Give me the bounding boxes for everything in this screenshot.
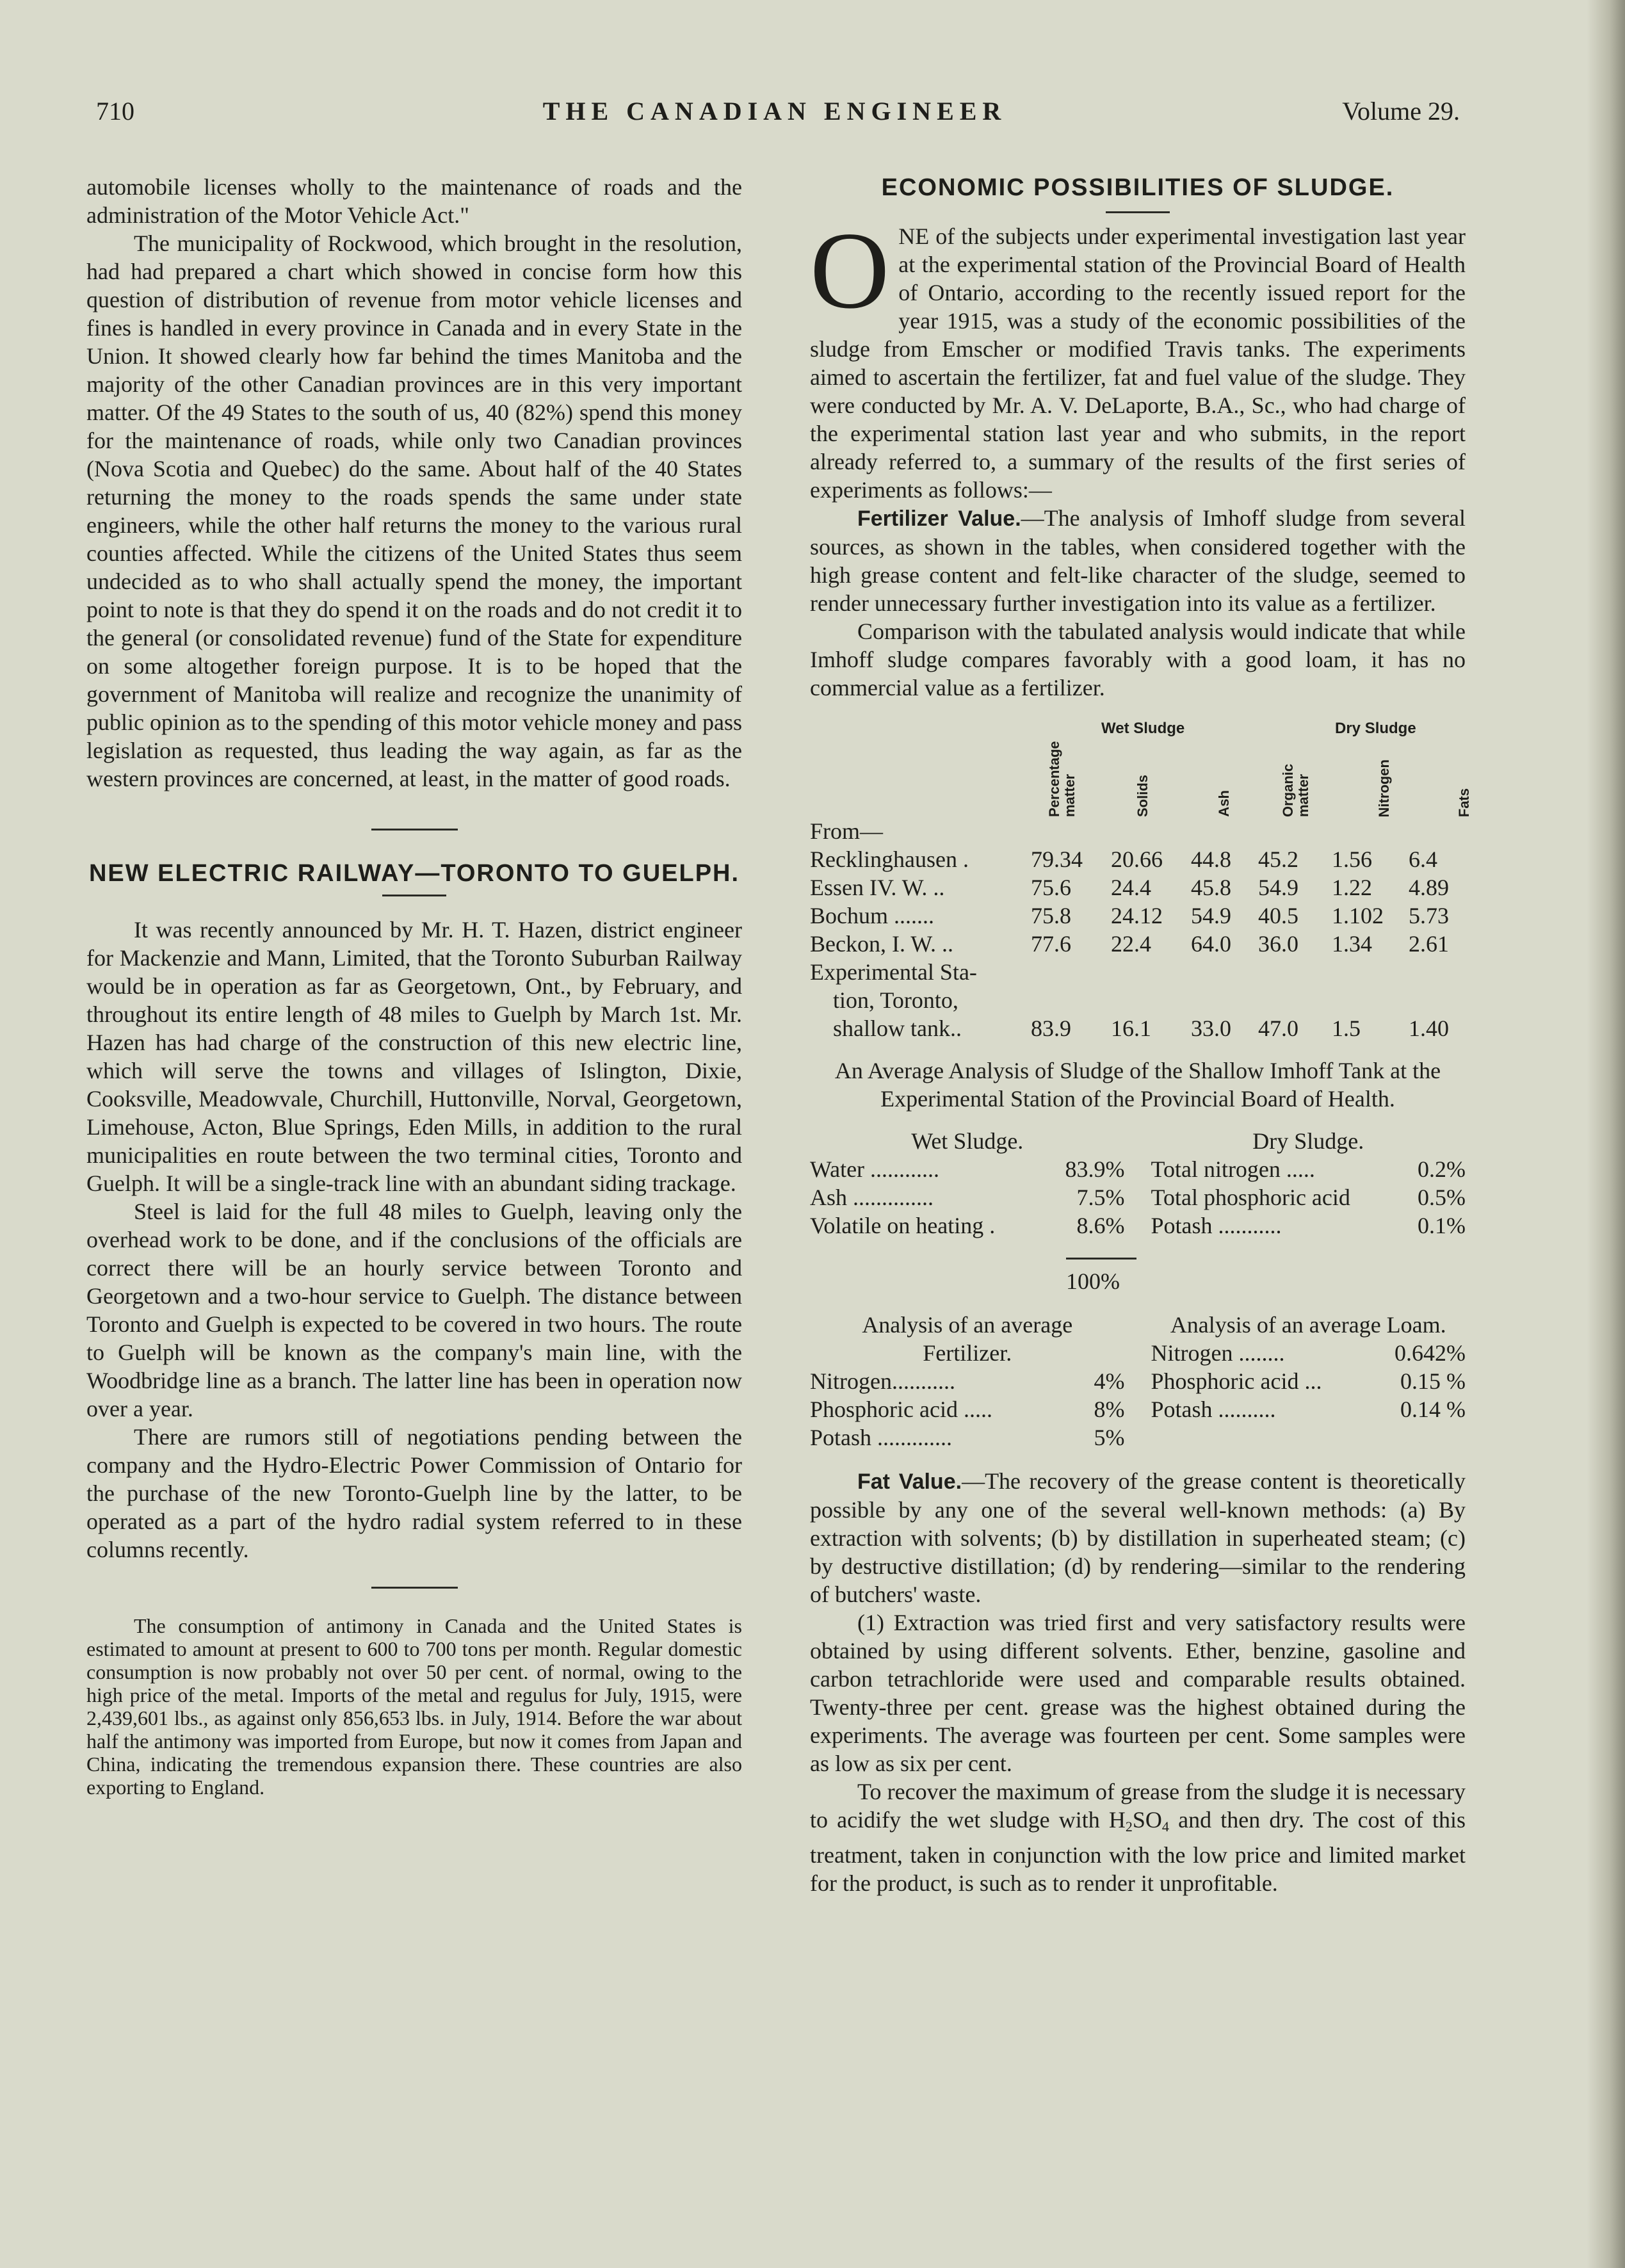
article-title: NEW ELECTRIC RAILWAY—TORONTO TO GUELPH. [88,860,740,887]
article-title: ECONOMIC POSSIBILITIES OF SLUDGE. [881,174,1395,201]
sludge-table [810,817,1466,1042]
item-label: Water ............ [810,1156,940,1182]
paragraph: It was recently announced by Mr. H. T. Hazen, district engineer for Mackenzie and Mann, Limited, that the Toronto Suburban Railway would be in operation as far as Georgetown, Ont., by February, and throughout its entire length of 48 miles to Guelph by March 1st. Mr. Hazen has had charge of the construction of this new electric line, which will serve the towns and villages of Islington, Dixie, Cooksville, Meadowvale, Churchill, Huttonville, Norval, Georgetown, Limehouse, Acton, Blue Springs, Eden Mills, in addition to the rural municipalities en route between the two terminal cities, Toronto and Guelph. It will be a single-track line with an abundant siding trackage. [86,917,742,1196]
item-value: 5% [1094,1425,1125,1450]
subhead-fat-value: Fat Value. [857,1470,962,1494]
paragraph [810,504,1466,617]
subscript: 2 [1125,1818,1133,1835]
col-head-ash: Ash [1216,790,1232,817]
paragraph-text: SO [1132,1807,1162,1833]
cell: 75.8 [1031,903,1071,928]
paragraph: automobile licenses wholly to the maintenance of roads and the administration of the Motor Vehicle Act." [86,174,742,228]
page-edge-shadow [1587,0,1625,2268]
drop-cap: O [810,210,890,332]
wet-dry-analysis [810,1127,1466,1240]
item-value: 8% [1094,1397,1125,1422]
paragraph-text: To recover the maximum of grease from the sludge it is necessary to acidify the wet sludge with H [810,1779,1466,1833]
table-row [810,986,1466,1014]
item-value: 0.2% [1418,1156,1466,1182]
list-item [810,1367,1125,1395]
list-item [810,1423,1125,1452]
cell: 40.5 [1258,903,1298,928]
item-label: Total phosphoric acid [1151,1185,1350,1210]
dry-sludge-heading: Dry Sludge. [1252,1128,1364,1154]
journal-title: THE CANADIAN ENGINEER [542,97,1007,126]
item-label: Nitrogen........... [810,1368,955,1394]
cell: 33.0 [1191,1016,1231,1041]
row-label: Experimental Sta- [810,959,977,985]
list-item [1151,1183,1466,1211]
col-head-fats: Fats [1456,788,1472,817]
table-row [810,817,1466,845]
item-label: Potash ............. [810,1425,953,1450]
item-label: Potash ........... [1151,1213,1282,1238]
subscript: 4 [1161,1818,1169,1835]
paragraph-text: and then dry. The cost of this treatment, taken in conjunction with the low price and limited market for the product, is such as to render it unprofitable. [810,1807,1466,1896]
paragraph-text: —The recovery of the grease content is theoretically possible by any one of the several well-known methods: (a) By extraction with solvents; (b) by distillation in superheated steam; (c) by destructive distillation; (d) by rendering—similar to the rendering of butchers' waste. [810,1468,1466,1607]
paragraph [810,1778,1466,1897]
item-label: Volatile on heating . [810,1213,996,1238]
item-label: Phosphoric acid ..... [810,1397,992,1422]
item-label: Potash .......... [1151,1397,1276,1422]
item-value: 0.642% [1395,1340,1466,1366]
fertilizer-block [810,1311,1125,1452]
page-header [90,96,1460,134]
table-row [810,902,1466,930]
dry-sludge-block [1151,1127,1466,1240]
cell: 24.12 [1111,903,1163,928]
item-value: 0.15 % [1400,1368,1466,1394]
paragraph: The municipality of Rockwood, which brought in the resolution, had had prepared a chart which showed in concise form how this question of distribution of revenue from motor vehicle licenses and fines is handled in every province in Canada and in every State in the Union. It showed clearly how far behind the times Manitoba and the majority of the other Canadian provinces are in this very important matter. Of the 49 States to the south of us, 40 (82%) spend this money for the maintenance of roads, while only two Canadian provinces (Nova Scotia and Quebec) do the same. About half of the 40 States returning the money to the roads spends the same under state engineers, while the other half returns the money to the various rural counties affected. While the citizens of the United States thus seem undecided as to who shall actually spend the money, the important point to note is that they do spend it on the roads and do not credit it to the general (or consolidated revenue) fund of the State for expenditure on some altogether foreign purpose. It is to be hoped that the government of Manitoba will realize and recognize the unanimity of public opinion as to the spending of this motor vehicle money and pass legislation as requested, thus leading the way again, as far as the western provinces are concerned, at least, in the matter of good roads. [86,231,742,791]
cell: 83.9 [1031,1016,1071,1041]
group-head-wet: Wet Sludge [1101,720,1185,737]
sum-rule [1066,1258,1136,1260]
volume-label: Volume 29. [1342,97,1460,126]
intro-paragraph [810,210,1466,504]
cell: 77.6 [1031,931,1071,957]
cell: 20.66 [1111,846,1163,872]
row-label: Recklinghausen . [810,846,969,872]
wet-sludge-block [810,1127,1125,1240]
cell: 44.8 [1191,846,1231,872]
cell: 47.0 [1258,1016,1298,1041]
item-value: 0.5% [1418,1185,1466,1210]
loam-heading: Analysis of an average Loam. [1170,1312,1446,1338]
average-analysis-title: An Average Analysis of Sludge of the Shallow Imhoff Tank at the Experimental Station of the Provincial Board of Health. [834,1058,1441,1112]
cell: 45.2 [1258,846,1298,872]
table-row [810,1014,1466,1042]
item-value: 0.1% [1418,1213,1466,1238]
list-item [810,1395,1125,1423]
cell: 1.5 [1332,1016,1361,1041]
item-value: 4% [1094,1368,1125,1394]
row-label: Beckon, I. W. .. [810,931,953,957]
paragraph: Steel is laid for the full 48 miles to Guelph, leaving only the overhead work to be done, and if the conclusions of the officials are correct there will be an hourly service between Toronto and Georgetown and a two-hour service to Guelph. The distance between Toronto and Guelph is expected to be covered in two hours. The route to Guelph will be known as the company's main line, with the Woodbridge line as a branch. The latter line has been in operation now over a year. [86,1199,742,1422]
list-item [1151,1367,1466,1395]
cell: 64.0 [1191,931,1231,957]
cell: 1.22 [1332,875,1372,900]
col-head-organic-matter: Organic matter [1280,763,1311,817]
list-item [810,1155,1125,1183]
item-label: Ash .............. [810,1185,934,1210]
right-column [810,173,1472,1897]
cell: 2.61 [1409,931,1449,957]
from-label: From— [810,818,884,844]
list-item [810,1183,1125,1211]
table-row [810,845,1466,873]
item-value: 0.14 % [1400,1397,1466,1422]
table-row [810,930,1466,958]
col-head-nitrogen: Nitrogen [1376,759,1392,817]
cell: 1.34 [1332,931,1372,957]
note-text: The consumption of antimony in Canada and the United States is estimated to amount at present to 600 to 700 tons per month. Regular domestic consumption is now probably not over 50 per cent. of normal, owing to the high price of the metal. Imports of the metal and regulus for July, 1915, were 2,439,601 lbs., as against only 856,653 lbs. in July, 1914. Before the war about half the antimony was imported from Europe, but now it comes from Japan and China, indicating the tremendous expansion there. These countries are also exporting to England. [86,1614,742,1799]
page-number: 710 [96,97,134,126]
cell: 24.4 [1111,875,1151,900]
list-item [1151,1339,1466,1367]
intro-text: NE of the subjects under experimental investigation last year at the experimental station of the Provincial Board of Health of Ontario, according to the recently issued report for the year 1915, was a study of the economic possibilities of the sludge from Emscher or modified Travis tanks. The experiments aimed to ascertain the fertilizer, fat and fuel value of the sludge. They were conducted by Mr. A. V. DeLaporte, B.A., Sc., who had charge of the experimental station last year and who submits, in the report already referred to, a summary of the results of the first series of experiments as follows:— [810,223,1466,503]
table-group-headers [810,715,1466,740]
cell: 54.9 [1258,875,1298,900]
item-label: Nitrogen ........ [1151,1340,1285,1366]
cell: 36.0 [1258,931,1298,957]
cell: 75.6 [1031,875,1071,900]
row-label: Essen IV. W. .. [810,875,945,900]
subhead-fertilizer: Fertilizer Value. [857,506,1021,531]
left-column [86,173,742,1799]
paragraph [810,1467,1466,1608]
table-row [810,873,1466,902]
wet-sludge-heading: Wet Sludge. [911,1128,1024,1154]
paragraph: (1) Extraction was tried first and very satisfactory results were obtained by using different solvents. Ether, benzine, gasoline and carbon tetrachloride were used and comparable results obtained. Twenty-three per cent. grease was the highest obtained during the experiments. The average was fourteen per cent. Some samples were as low as six per cent. [810,1610,1466,1776]
list-item [810,1211,1125,1240]
item-value: 7.5% [1076,1185,1125,1210]
item-label: Phosphoric acid ... [1151,1368,1322,1394]
list-item [1151,1155,1466,1183]
paragraph: Comparison with the tabulated analysis would indicate that while Imhoff sludge compares favorably with a good loam, it has no commercial value as a fertilizer. [810,619,1466,701]
cell: 79.34 [1031,846,1083,872]
cell: 45.8 [1191,875,1231,900]
item-label: Total nitrogen ..... [1151,1156,1315,1182]
cell: 1.102 [1332,903,1384,928]
cell: 1.56 [1332,846,1372,872]
paragraph-text: —The analysis of Imhoff sludge from several sources, as shown in the tables, when considered together with the high grease content and felt-like character of the sludge, seemed to render unnecessary further investigation into its value as a fertilizer. [810,505,1466,616]
cell: 6.4 [1409,846,1437,872]
row-label: Bochum ....... [810,903,934,928]
loam-block [1151,1311,1466,1452]
antimony-note [86,1614,742,1799]
sludge-analysis-table [810,715,1472,1042]
row-label: shallow tank.. [833,1016,962,1041]
item-value: 83.9% [1065,1156,1125,1182]
cell: 4.89 [1409,875,1449,900]
row-label: tion, Toronto, [833,987,958,1013]
list-item [1151,1395,1466,1423]
cell: 54.9 [1191,903,1231,928]
table-column-headers [810,740,1472,817]
col-head-percentage-matter: Percentage matter [1046,741,1078,817]
table-row [810,958,1466,986]
col-head-solids: Solids [1135,774,1151,817]
paragraph: There are rumors still of negotiations pending between the company and the Hydro-Electric Power Commission of Ontario for the purchase of the new Toronto-Guelph line by the latter, to be operated as a part of the hydro radial system referred to in these columns recently. [86,1424,742,1562]
list-item [1151,1211,1466,1240]
item-value: 8.6% [1076,1213,1125,1238]
cell: 22.4 [1111,931,1151,957]
cell: 5.73 [1409,903,1449,928]
cell: 1.40 [1409,1016,1449,1041]
fertilizer-heading: Analysis of an average Fertilizer. [862,1312,1073,1366]
total-value: 100% [1066,1268,1120,1294]
group-head-dry: Dry Sludge [1335,720,1416,737]
cell: 16.1 [1111,1016,1151,1041]
fertilizer-loam-analysis [810,1311,1466,1452]
